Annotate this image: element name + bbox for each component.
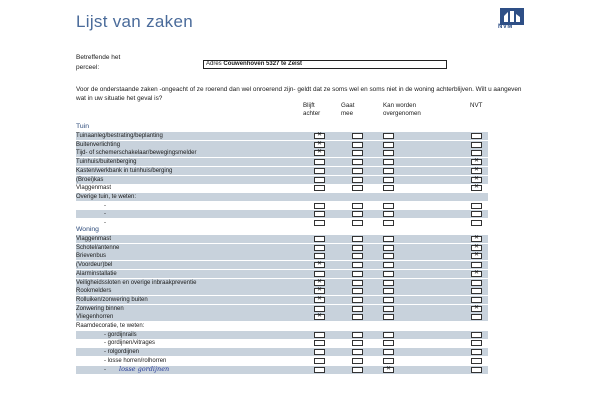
checklist-row [76, 279, 488, 287]
checkbox-gaat[interactable] [352, 220, 363, 226]
checklist-row [76, 339, 488, 347]
checkbox-nvt[interactable] [471, 306, 482, 312]
checkbox-blijft[interactable] [314, 367, 325, 373]
checkbox-blijft[interactable] [314, 142, 325, 148]
checklist-row [76, 158, 488, 166]
row-label: Schotel/antenne [76, 244, 120, 251]
checkbox-nvt[interactable] [471, 245, 482, 251]
logo-text: NVM [498, 24, 513, 30]
intro-text: Voor de onderstaande zaken -ongeacht of ze roerend dan wel onroerend zijn- geldt dat ze soms wel en soms niet in de woning achterblijven. Wilt u aangeven wat in uw situatie het geval is? [76, 86, 522, 102]
checkbox-gaat[interactable] [352, 185, 363, 191]
row-label: - [104, 211, 106, 218]
checkbox-overgenomen[interactable] [383, 168, 394, 174]
checklist-row [76, 331, 488, 339]
checkbox-nvt[interactable] [471, 253, 482, 259]
checkbox-blijft[interactable] [314, 288, 325, 294]
checkbox-overgenomen[interactable] [383, 203, 394, 209]
checkbox-overgenomen[interactable] [383, 367, 394, 373]
checkbox-nvt[interactable] [471, 220, 482, 226]
checkbox-gaat[interactable] [352, 177, 363, 183]
checklist-row [76, 305, 488, 313]
checkbox-overgenomen[interactable] [383, 297, 394, 303]
checkbox-gaat[interactable] [352, 349, 363, 355]
checkbox-gaat[interactable] [352, 236, 363, 242]
checkbox-overgenomen[interactable] [383, 159, 394, 165]
checkbox-gaat[interactable] [352, 271, 363, 277]
row-label: (Voordeur)bel [76, 262, 113, 269]
checkbox-blijft[interactable] [314, 297, 325, 303]
checkbox-gaat[interactable] [352, 203, 363, 209]
row-label: - [104, 202, 106, 209]
checkbox-blijft[interactable] [314, 150, 325, 156]
checkbox-nvt[interactable] [471, 236, 482, 242]
row-label: Veiligheidssloten en overige inbraakpreventie [76, 279, 197, 286]
checkbox-nvt[interactable] [471, 168, 482, 174]
checkbox-gaat[interactable] [352, 280, 363, 286]
checklist-row [76, 132, 488, 140]
checkbox-nvt[interactable] [471, 177, 482, 183]
handwritten-entry: losse gordijnen [119, 364, 170, 373]
row-label: Vliegenhorren [76, 314, 114, 321]
checkbox-blijft[interactable] [314, 245, 325, 251]
checkbox-gaat[interactable] [352, 332, 363, 338]
checkbox-overgenomen[interactable] [383, 185, 394, 191]
checklist-row [76, 235, 488, 243]
checkbox-gaat[interactable] [352, 314, 363, 320]
checkbox-blijft[interactable] [314, 332, 325, 338]
checkbox-blijft[interactable] [314, 211, 325, 217]
checkbox-gaat[interactable] [352, 340, 363, 346]
checklist-row [76, 348, 488, 356]
row-label: Rookmelders [76, 288, 112, 295]
checkbox-nvt[interactable] [471, 211, 482, 217]
checkbox-nvt[interactable] [471, 314, 482, 320]
address-field[interactable]: Adres Couwenhoven 5327 te Zeist [203, 60, 447, 69]
checkbox-overgenomen[interactable] [383, 358, 394, 364]
checkbox-gaat[interactable] [352, 150, 363, 156]
checkbox-overgenomen[interactable] [383, 253, 394, 259]
column-header-blijft: Blijft achter [303, 102, 321, 117]
checklist-row [76, 141, 488, 149]
row-label: Brievenbus [76, 253, 107, 260]
checkbox-nvt[interactable] [471, 150, 482, 156]
checkbox-overgenomen[interactable] [383, 236, 394, 242]
checklist-row [76, 313, 488, 321]
checkbox-blijft[interactable] [314, 185, 325, 191]
checkbox-gaat[interactable] [352, 367, 363, 373]
row-label: - [104, 366, 106, 373]
checkbox-overgenomen[interactable] [383, 271, 394, 277]
page-title: Lijst van zaken [76, 12, 193, 31]
checkbox-overgenomen[interactable] [383, 349, 394, 355]
checklist-row [76, 261, 488, 269]
column-header-gaat: Gaat mee [341, 102, 355, 117]
section-title-tuin: Tuin [76, 123, 89, 130]
nvm-logo-icon [500, 8, 524, 34]
checkbox-gaat[interactable] [352, 288, 363, 294]
checkbox-nvt[interactable] [471, 142, 482, 148]
row-label: - losse horren/rolhorren [104, 357, 167, 364]
checkbox-nvt[interactable] [471, 271, 482, 277]
column-header-nvt: NVT [470, 102, 483, 109]
checklist-row [76, 244, 488, 252]
checkbox-overgenomen[interactable] [383, 150, 394, 156]
checklist-row [76, 202, 488, 210]
checkbox-nvt[interactable] [471, 133, 482, 139]
checkbox-overgenomen[interactable] [383, 280, 394, 286]
row-label: Vlaggenmast [76, 236, 112, 242]
checklist-row [76, 322, 488, 330]
checkbox-overgenomen[interactable] [383, 133, 394, 139]
perceel-label: Betreffende het perceel: [76, 54, 121, 71]
checklist-row [76, 366, 488, 374]
row-label: Tijd- of schemerschakelaar/bewegingsmelder [76, 150, 197, 157]
checklist-row [76, 296, 488, 304]
checklist-row [76, 176, 488, 184]
checkbox-nvt[interactable] [471, 262, 482, 268]
checkbox-nvt[interactable] [471, 280, 482, 286]
checkbox-gaat[interactable] [352, 159, 363, 165]
checkbox-nvt[interactable] [471, 203, 482, 209]
row-label: Alarminstallatie [76, 270, 117, 277]
checkbox-gaat[interactable] [352, 262, 363, 268]
row-label: Zonwering binnen [76, 305, 124, 312]
checkbox-blijft[interactable] [314, 271, 325, 277]
checkbox-nvt[interactable] [471, 185, 482, 191]
checkbox-nvt[interactable] [471, 367, 482, 373]
row-label: Tuinhuis/buitenberging [76, 159, 137, 166]
checkbox-overgenomen[interactable] [383, 314, 394, 320]
checkbox-gaat[interactable] [352, 133, 363, 139]
checklist-row [76, 184, 488, 192]
checkbox-blijft[interactable] [314, 280, 325, 286]
row-label: Buitenverlichting [76, 141, 121, 148]
row-label: Overige tuin, te weten: [76, 193, 137, 200]
row-label: - gordijnrails [104, 331, 137, 338]
row-label: - gordijnen/vitrages [104, 340, 156, 347]
checklist-row [76, 149, 488, 157]
checkbox-overgenomen[interactable] [383, 262, 394, 268]
checkbox-gaat[interactable] [352, 358, 363, 364]
row-label: Raamdecoratie, te weten: [76, 323, 145, 329]
checklist-row [76, 252, 488, 260]
row-label: Vlaggenmast [76, 185, 112, 192]
checkbox-blijft[interactable] [314, 314, 325, 320]
row-label: Rolluiken/zonwering buiten [76, 296, 148, 303]
section-title-woning: Woning [76, 226, 99, 233]
checkbox-overgenomen[interactable] [383, 142, 394, 148]
row-label: - rolgordijnen [104, 349, 140, 356]
checkbox-gaat[interactable] [352, 142, 363, 148]
row-label: (Broei)kas [76, 176, 104, 183]
checkbox-blijft[interactable] [314, 253, 325, 259]
checkbox-overgenomen[interactable] [383, 332, 394, 338]
checklist-row [76, 270, 488, 278]
checkbox-nvt[interactable] [471, 288, 482, 294]
checkbox-overgenomen[interactable] [383, 340, 394, 346]
row-label: - [104, 220, 106, 226]
checkbox-overgenomen[interactable] [383, 306, 394, 312]
checklist-row [76, 287, 488, 295]
checkbox-blijft[interactable] [314, 159, 325, 165]
checkbox-gaat[interactable] [352, 211, 363, 217]
checkbox-nvt[interactable] [471, 159, 482, 165]
checkbox-blijft[interactable] [314, 340, 325, 346]
checkbox-overgenomen[interactable] [383, 245, 394, 251]
checkbox-blijft[interactable] [314, 349, 325, 355]
checkbox-blijft[interactable] [314, 262, 325, 268]
checklist-row [76, 167, 488, 175]
checkbox-blijft[interactable] [314, 168, 325, 174]
checklist-row [76, 219, 488, 227]
checkbox-overgenomen[interactable] [383, 220, 394, 226]
checkbox-blijft[interactable] [314, 203, 325, 209]
checkbox-overgenomen[interactable] [383, 177, 394, 183]
row-label: Tuinaanleg/bestrating/beplanting [76, 133, 163, 139]
checkbox-nvt[interactable] [471, 358, 482, 364]
checkbox-gaat[interactable] [352, 253, 363, 259]
checkbox-gaat[interactable] [352, 168, 363, 174]
checkbox-blijft[interactable] [314, 177, 325, 183]
column-header-overgenomen: Kan worden overgenomen [383, 102, 421, 117]
checkbox-nvt[interactable] [471, 297, 482, 303]
checkbox-gaat[interactable] [352, 245, 363, 251]
checkbox-blijft[interactable] [314, 133, 325, 139]
checkbox-blijft[interactable] [314, 358, 325, 364]
checkbox-nvt[interactable] [471, 332, 482, 338]
checklist-row [76, 210, 488, 218]
row-label: Kasten/werkbank in tuinhuis/berging [76, 167, 173, 174]
checkbox-blijft[interactable] [314, 220, 325, 226]
checklist-row [76, 193, 488, 201]
checkbox-blijft[interactable] [314, 306, 325, 312]
checkbox-overgenomen[interactable] [383, 211, 394, 217]
checkbox-gaat[interactable] [352, 306, 363, 312]
checkbox-gaat[interactable] [352, 297, 363, 303]
checkbox-blijft[interactable] [314, 236, 325, 242]
checkbox-overgenomen[interactable] [383, 288, 394, 294]
checkbox-nvt[interactable] [471, 349, 482, 355]
checkbox-nvt[interactable] [471, 340, 482, 346]
